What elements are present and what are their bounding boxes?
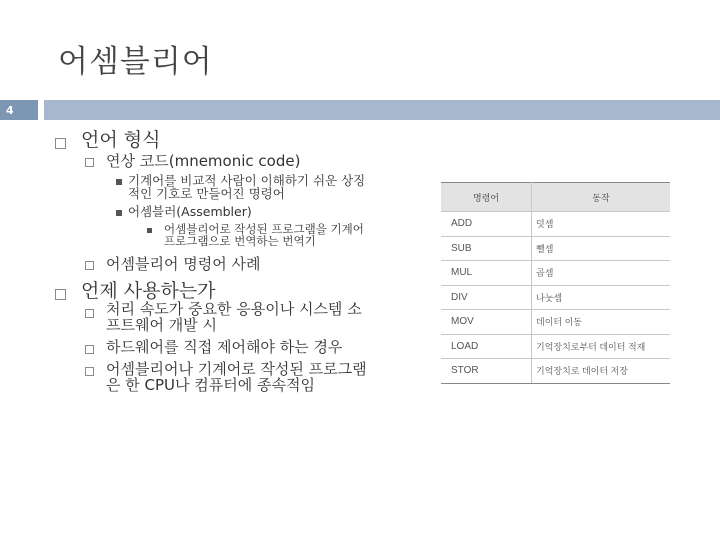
bullet-assembler-desc-line1: 어셈블리어로 작성된 프로그램을 기계어 xyxy=(164,222,364,236)
instruction-table xyxy=(441,182,670,384)
table-row xyxy=(441,334,670,359)
table-cell-instruction: STOR xyxy=(441,359,532,384)
bullet-cpu-dependent-line2: 은 한 CPU나 컴퓨터에 종속적임 xyxy=(106,376,315,394)
table-cell-instruction: ADD xyxy=(441,212,532,237)
page-number: 4 xyxy=(6,104,14,117)
table-cell-instruction: LOAD xyxy=(441,334,532,359)
bullet-mnemonic-code: 연상 코드(mnemonic code) xyxy=(106,152,301,170)
bullet-speed-critical-line1: 처리 속도가 중요한 응용이나 시스템 소 xyxy=(106,300,362,318)
bullet-speed-critical-line2: 프트웨어 개발 시 xyxy=(106,316,217,334)
bullet-machine-language-line1: 기계어를 비교적 사람이 이해하기 쉬운 상징 xyxy=(128,173,366,188)
table-header-row xyxy=(441,183,670,212)
bullet-hollow-icon xyxy=(85,345,94,354)
bullet-hollow-icon xyxy=(85,261,94,270)
table-cell-instruction: DIV xyxy=(441,285,532,310)
table-cell-instruction: MOV xyxy=(441,310,532,335)
table-cell-operation: 곱셈 xyxy=(532,261,671,286)
table-cell-operation: 데이터 이동 xyxy=(532,310,671,335)
table-row xyxy=(441,236,670,261)
bullet-hollow-icon xyxy=(85,158,94,167)
table-row xyxy=(441,310,670,335)
bullet-hollow-icon xyxy=(85,309,94,318)
page-number-box xyxy=(0,100,38,120)
bullet-when-to-use: 언제 사용하는가 xyxy=(81,280,216,302)
bullet-hollow-icon xyxy=(55,289,66,300)
bullet-solid-icon xyxy=(116,179,122,185)
slide-title: 어셈블리어 xyxy=(58,44,213,80)
table-header-operation: 동작 xyxy=(532,183,671,212)
table-header-instruction: 명령어 xyxy=(441,183,532,212)
table-cell-operation: 뺄셈 xyxy=(532,236,671,261)
bullet-instruction-examples: 어셈블리어 명령어 사례 xyxy=(106,255,261,273)
table-cell-instruction: MUL xyxy=(441,261,532,286)
table-row xyxy=(441,261,670,286)
bullet-assembler: 어셈블러(Assembler) xyxy=(128,204,252,219)
bullet-assembler-desc-line2: 프로그램으로 번역하는 번역기 xyxy=(164,234,316,248)
bullet-cpu-dependent-line1: 어셈블리어나 기계어로 작성된 프로그램 xyxy=(106,360,367,378)
table-cell-operation: 기억장치로부터 데이터 적재 xyxy=(532,334,671,359)
bullet-language-format: 언어 형식 xyxy=(81,129,161,151)
table-cell-operation: 덧셈 xyxy=(532,212,671,237)
bullet-hardware-control: 하드웨어를 직접 제어해야 하는 경우 xyxy=(106,338,343,356)
table-cell-operation: 기억장치로 데이터 저장 xyxy=(532,359,671,384)
bullet-solid-icon xyxy=(147,228,152,233)
bullet-machine-language-line2: 적인 기호로 만들어진 명령어 xyxy=(128,186,285,201)
header-bar xyxy=(44,100,720,120)
table-row xyxy=(441,359,670,384)
table-cell-operation: 나눗셈 xyxy=(532,285,671,310)
table-row xyxy=(441,285,670,310)
bullet-solid-icon xyxy=(116,210,122,216)
table-row xyxy=(441,212,670,237)
bullet-hollow-icon xyxy=(55,138,66,149)
bullet-hollow-icon xyxy=(85,367,94,376)
table-cell-instruction: SUB xyxy=(441,236,532,261)
